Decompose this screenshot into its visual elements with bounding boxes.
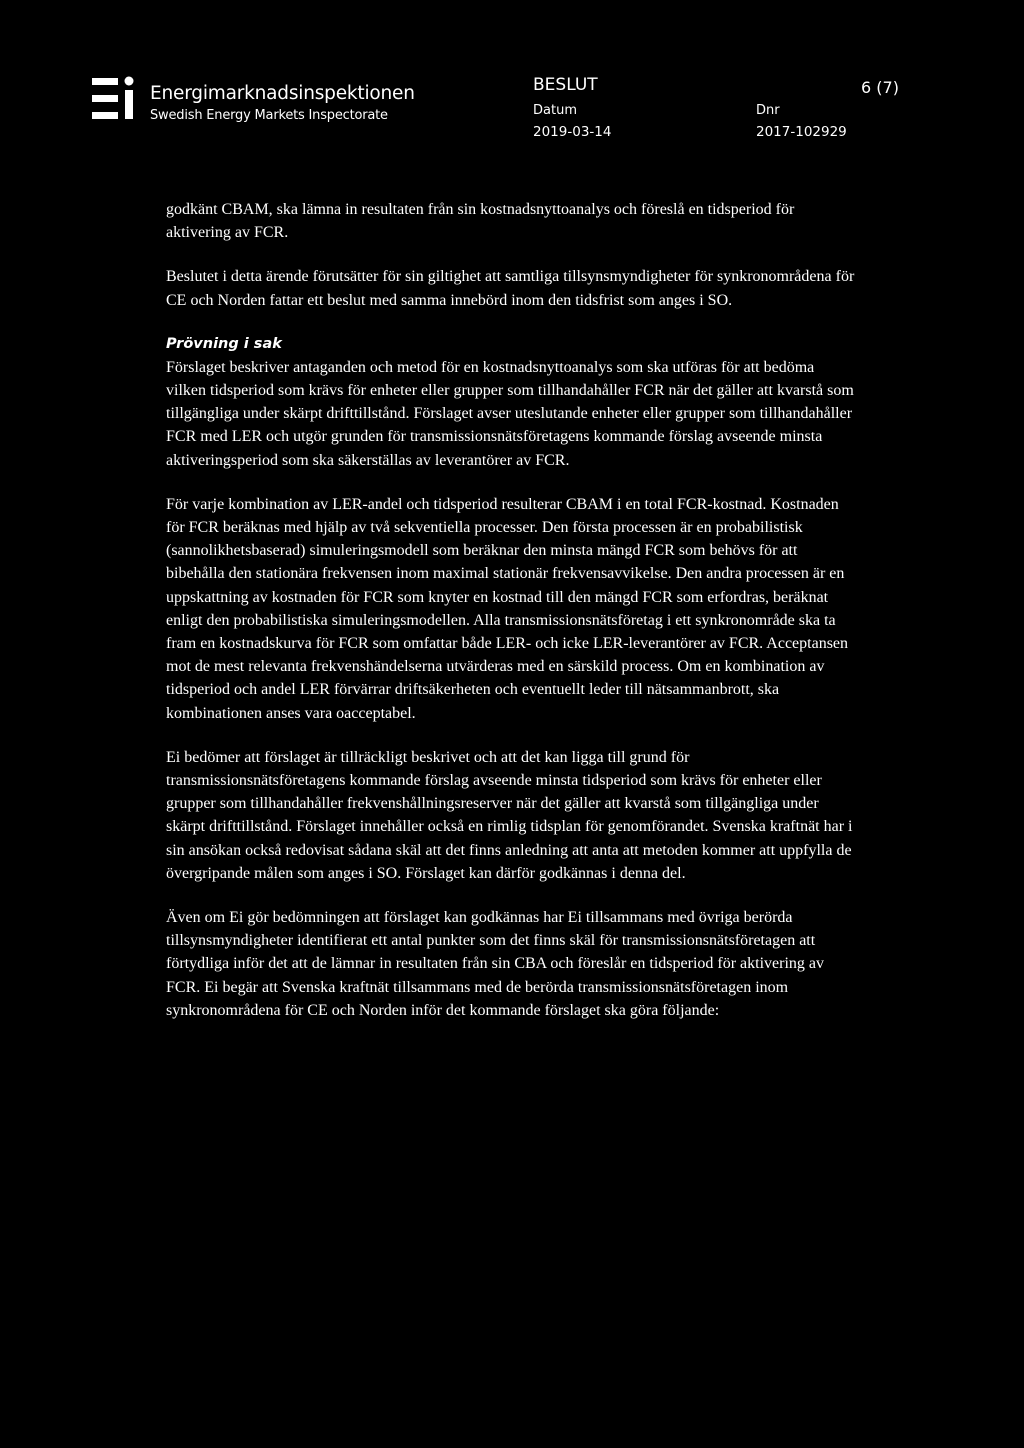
paragraph-assessment: Ei bedömer att förslaget är tillräckligt beskrivet och att det kan ligga till grund för transmissionsnätsföretagens kommande förslag avseende minsta tidsperiod som krävs för enheter eller grupper som tillhandahåller frekvenshållningsreserver när det gäller att kvarstå som tillgängliga under skärpt drifttillstånd. Förslaget innehåller också en rimlig tidsplan för genomförandet. Svenska kraftnät har i sin ansökan också redovisat sådana skäl att det finns anledning att anta att metoden kommer att uppfylla de övergripande målen som anges i SO. Förslaget kan därför godkännas i denna del. (166, 748, 853, 882)
paragraph-proposal: Förslaget beskriver antaganden och metod för en kostnadsnyttoanalys som ska utföras för att bedöma vilken tidsperiod som krävs för enheter eller grupper som tillhandahåller FCR när det gäller att kvarstå som tillgängliga under skärpt drifttillstånd. Förslaget avser uteslutande enheter eller grupper som tillhandahåller FCR med LER och utgör grunden för transmissionsnätsföretagens kommande förslag avseende minsta aktiveringsperiod som ska säkerställas av leverantörer av FCR. (166, 358, 854, 469)
page-number: 6 (7) (861, 78, 899, 97)
org-name: Energimarknadsinspektionen (150, 83, 415, 104)
date-label: Datum (533, 103, 577, 118)
section-heading: Prövning i sak (166, 335, 282, 352)
date-value: 2019-03-14 (533, 124, 612, 140)
org-name-english: Swedish Energy Markets Inspectorate (150, 108, 388, 123)
dnr-value: 2017-102929 (756, 124, 847, 140)
paragraph-requests: Även om Ei gör bedömningen att förslaget kan godkännas har Ei tillsammans med övriga berörda tillsynsmyndigheter identifierat ett antal punkter som det finns skäl för transmissionsnätsföretagen att förtydliga inför det att de lämnar in resultaten från sin CBA och föreslår en tidsperiod för aktivering av FCR. Ei begär att Svenska kraftnät tillsammans med de berörda transmissionsnätsföretagen inom synkronområdena för CE och Norden inför det kommande förslaget ska göra följande: (166, 909, 825, 1019)
paragraph-continuation: godkänt CBAM, ska lämna in resultaten från sin kostnadsnyttoanalys och föreslå en tidsperiod för aktivering av FCR. (166, 201, 795, 242)
dnr-label: Dnr (756, 103, 780, 118)
document-type: BESLUT (533, 75, 598, 95)
document-body (166, 198, 856, 1043)
document-header (0, 0, 1024, 150)
paragraph-validity: Beslutet i detta ärende förutsätter för sin giltighet att samtliga tillsynsmyndigheter för synkronområdena för CE och Norden fattar ett beslut med samma innebörd inom den tidsfrist som anges i SO. (166, 268, 855, 309)
ei-logo-icon (92, 76, 136, 122)
paragraph-cbam: För varje kombination av LER-andel och tidsperiod resulterar CBAM i en total FCR-kostnad. Kostnaden för FCR beräknas med hjälp av två sekventiella processer. Den första processen är en probabilistisk (sannolikhetsbaserad) simuleringsmodell som beräknar den minsta mängd FCR som behövs för att bibehålla den stationära frekvensen inom maximal stationär frekvensavvikelse. Den andra processen är en uppskattning av kostnaden för FCR som knyter en kostnad till den mängd FCR som erfordras, beräknat enligt den probabilistiska simuleringsmodellen. Alla transmissionsnätsföretag i ett synkronområde ska ta fram en kostnadskurva för FCR som omfattar både LER- och icke LER-leverantörer av FCR. Acceptansen mot de mest relevanta frekvenshändelserna utvärderas med en särskild process. Om en kombination av tidsperiod och andel LER förvärrar driftsäkerheten och eventuellt leder till nätsammanbrott, ska kombinationen anses vara oacceptabel. (166, 495, 849, 722)
